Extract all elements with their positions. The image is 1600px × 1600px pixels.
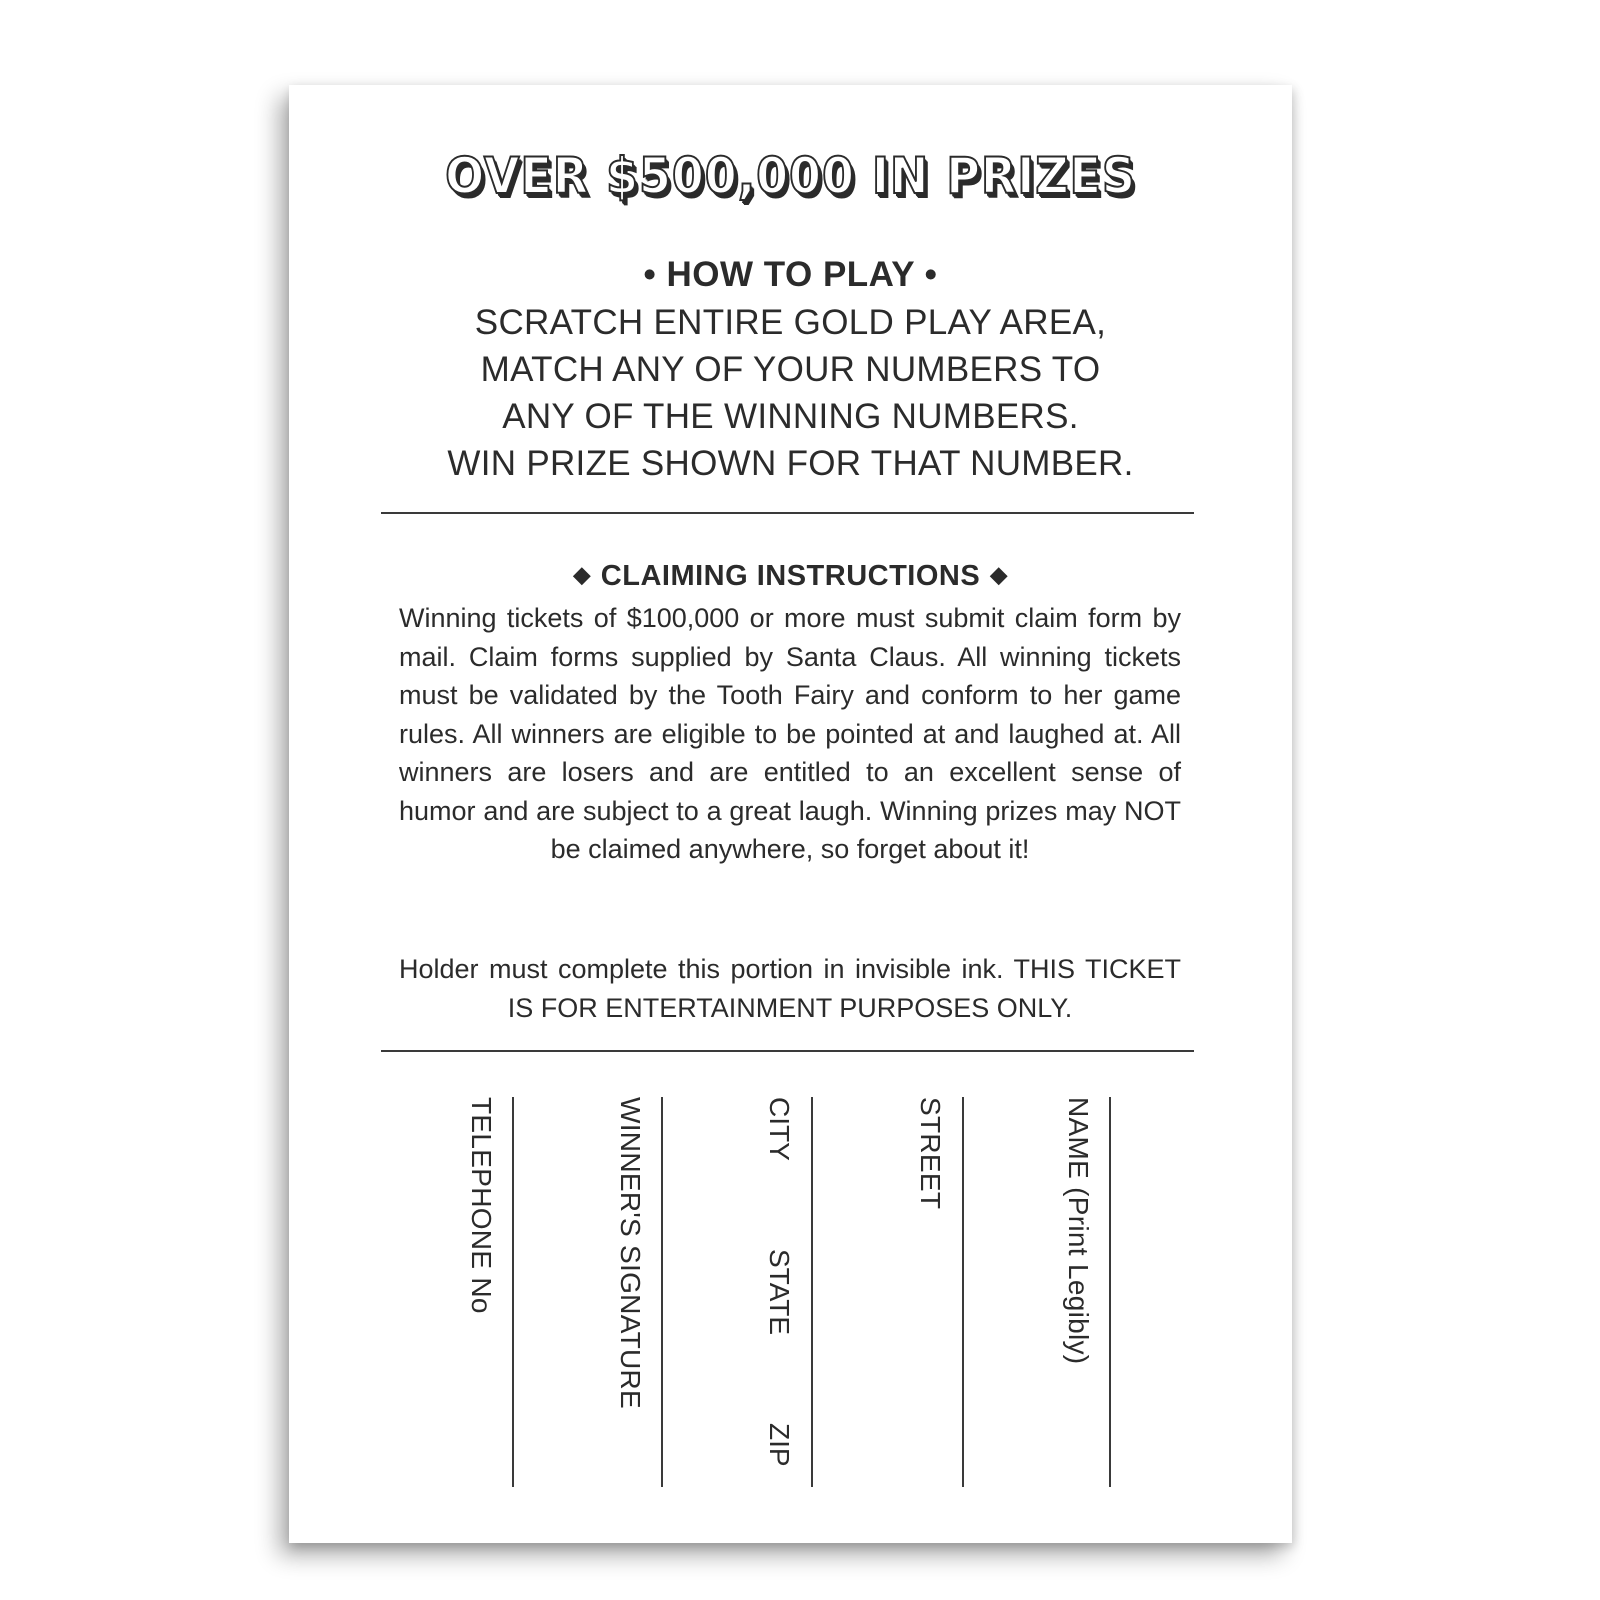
field-line-name[interactable]: [1109, 1097, 1111, 1487]
field-line-signature[interactable]: [661, 1097, 663, 1487]
field-label-city: CITY: [764, 1097, 795, 1161]
prize-headline: OVER $500,000 IN PRIZES: [445, 147, 1136, 205]
field-label-signature: WINNER'S SIGNATURE: [615, 1097, 646, 1410]
holder-notice: Holder must complete this portion in invisible ink. THIS TICKET IS FOR ENTERTAINMENT PURPOSES ONLY.: [399, 954, 1181, 1023]
field-line-city-state-zip[interactable]: [811, 1097, 813, 1487]
how-to-play-title: • HOW TO PLAY •: [643, 255, 938, 294]
lottery-ticket-back: [289, 85, 1292, 1543]
claiming-instructions-title: [289, 560, 1292, 593]
how-to-play-line: WIN PRIZE SHOWN FOR THAT NUMBER.: [447, 444, 1134, 483]
divider-bottom: [381, 1050, 1194, 1052]
field-label-state: STATE: [764, 1249, 795, 1336]
field-label-telephone: TELEPHONE No: [466, 1097, 497, 1314]
field-label-zip: ZIP: [764, 1423, 795, 1467]
how-to-play-line: SCRATCH ENTIRE GOLD PLAY AREA,: [474, 303, 1107, 342]
claiming-instructions-body: Winning tickets of $100,000 or more must submit claim form by mail. Claim forms supplied by Santa Claus. All winning tickets must be validated by the Tooth Fairy and conform to her game rules. All winners are eligible to be pointed at and laughed at. All winners are losers and are entitled to an excellent sense of humor and are subject to a great laugh. Winning prizes may NOT be claimed anywhere, so forget about it!: [399, 603, 1181, 864]
how-to-play-line: MATCH ANY OF YOUR NUMBERS TO: [480, 350, 1101, 389]
diamond-left-icon: ◆: [573, 562, 591, 587]
field-line-telephone[interactable]: [512, 1097, 514, 1487]
claiming-title-text: CLAIMING INSTRUCTIONS: [600, 560, 981, 592]
how-to-play-line: ANY OF THE WINNING NUMBERS.: [502, 397, 1079, 436]
field-label-city-state-zip: [755, 1097, 795, 1467]
diamond-right-icon: ◆: [990, 562, 1008, 587]
field-line-street[interactable]: [962, 1097, 964, 1487]
how-to-play-instructions: [289, 299, 1292, 487]
field-label-name: NAME (Print Legibly): [1063, 1097, 1094, 1365]
divider-top: [381, 512, 1194, 514]
field-label-street: STREET: [915, 1097, 946, 1210]
